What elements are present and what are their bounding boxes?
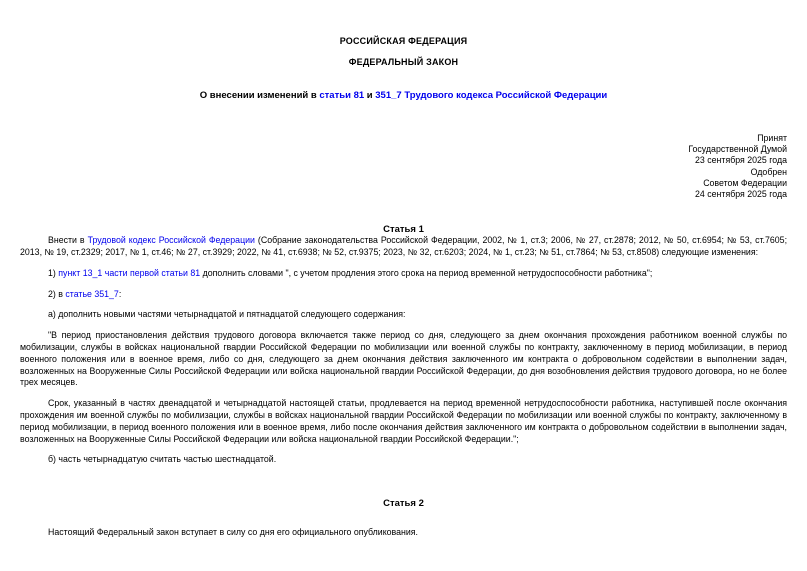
title-text-prefix: О внесении изменений в	[199, 90, 320, 101]
article-2-heading: Статья 2	[383, 498, 424, 510]
item-1-text-pre: 1)	[48, 267, 59, 278]
intro-text-pre: Внести в	[48, 235, 88, 246]
header-country: РОССИЙСКАЯ ФЕДЕРАЦИЯ	[339, 36, 468, 46]
header-doc-type: ФЕДЕРАЛЬНЫЙ ЗАКОН	[348, 57, 459, 67]
article-2-body: Настоящий Федеральный закон вступает в силу со дня его официального опубликования.	[48, 527, 419, 538]
title-text-conjunction: и	[364, 90, 376, 101]
adoption-line-duma: Государственной Думой	[688, 144, 787, 155]
title-link-article-351-7[interactable]: 351_7 Трудового кодекса Российской Федерации	[375, 90, 608, 101]
item-2-text-pre: 2) в	[48, 288, 66, 299]
article-1-subitem-b: б) часть четырнадцатую считать частью шестнадцатой.	[48, 454, 277, 465]
title-link-article-81[interactable]: статьи 81	[319, 90, 365, 101]
article-1-item-1	[20, 268, 787, 280]
intro-link-labor-code[interactable]: Трудовой кодекс Российской Федерации	[87, 235, 255, 246]
document-title	[20, 90, 787, 101]
item-2-link-article-351-7[interactable]: статье 351_7	[65, 288, 119, 299]
article-1-quote-paragraph-1: "В период приостановления действия трудового договора включается также период со дня, следующего за днем окончания прохождения работником военной службы по мобилизации, службы в войсках национальной гвардии Российской Федерации по мобилизации или военной службы по контракту, заключенному в период мобилизации, в период военного положения или в военное время, либо со дня, следующего за днем окончания действия заключенного им контракта о добровольном содействии в выполнении задач, возложенных на Вооруженные Силы Российской Федерации или войска национальной гвардии Российской Федерации, до дня возобновления действия трудового договора, но не более трех месяцев.	[20, 330, 787, 388]
item-2-text-post: :	[118, 288, 122, 299]
article-1-body	[20, 235, 787, 466]
adoption-line-duma-date: 23 сентября 2025 года	[695, 155, 787, 166]
item-1-link-point-13-1[interactable]: пункт 13_1 части первой статьи 81	[58, 267, 201, 278]
adoption-line-accepted: Принят	[757, 133, 787, 143]
article-1-intro	[20, 235, 787, 259]
article-2-body-block	[20, 527, 787, 539]
intro-text-post: (Собрание законодательства Российской Федерации, 2002, № 1, ст.3; 2006, № 27, ст.2878; 2012, № 50, ст.6954; № 53, ст.7605; 2013, № 19, ст.2329; 2017, № 1, ст.46; № 27, ст.3929; 2022, № 41, ст.6938; № 52, ст.9375; 2023, № 32, ст.6203; 2024, № 1, ст.23; № 51, ст.7864; № 53, ст.8508) следующие изменения:	[20, 235, 788, 258]
adoption-line-approved: Одобрен	[750, 166, 787, 177]
article-1-heading: Статья 1	[383, 224, 424, 236]
article-1-subitem-a: а) дополнить новыми частями четырнадцатой и пятнадцатой следующего содержания:	[48, 309, 406, 320]
item-1-text-post: дополнить словами ", с учетом продления этого срока на период временной нетрудоспособности работника";	[200, 267, 653, 278]
article-1-item-2	[20, 289, 787, 301]
adoption-block	[20, 133, 787, 200]
article-1-quote-paragraph-2: Срок, указанный в частях двенадцатой и четырнадцатой настоящей статьи, продлевается на период временной нетрудоспособности работника, наступившей после окончания прохождения им военной службы по мобилизации, службы в войсках национальной гвардии Российской Федерации по мобилизации или военной службы по контракту, заключенному в период мобилизации, в период военного положения или в военное время, либо после окончания действия заключенного им контракта о добровольном содействии в выполнении задач, возложенных на Вооруженные Силы Российской Федерации или войска национальной гвардии Российской Федерации.";	[20, 398, 787, 444]
adoption-line-council-date: 24 сентября 2025 года	[695, 189, 787, 200]
adoption-line-council: Советом Федерации	[703, 177, 787, 188]
